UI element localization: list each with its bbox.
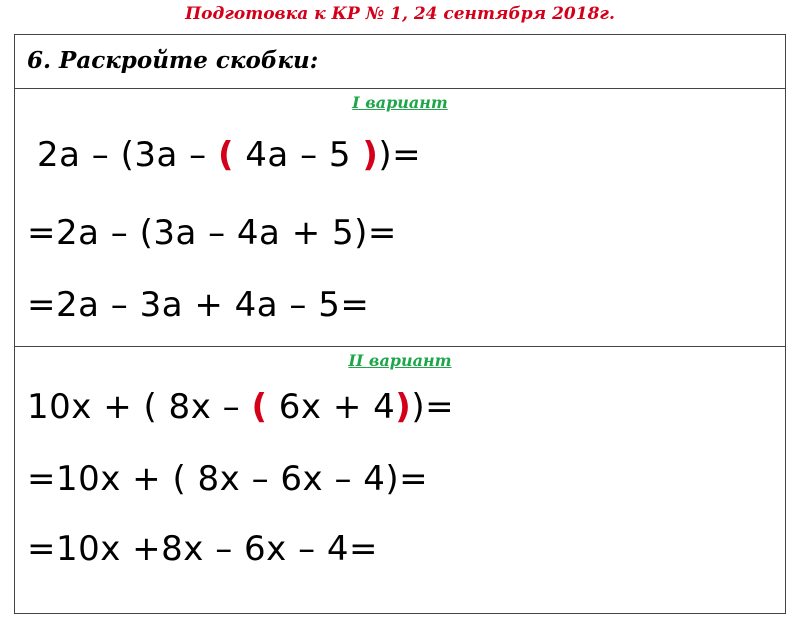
variant-1-equation-line-3: =2a – 3a + 4a – 5= (27, 285, 370, 325)
page-title: Подготовка к КР № 1, 24 сентября 2018г. (185, 4, 615, 24)
variant-1-label: I вариант (352, 93, 448, 112)
variant-2-label: II вариант (348, 351, 452, 370)
highlighted-close-bracket: ) (362, 135, 379, 175)
task-statement: 6. Раскройте скобки: (27, 47, 319, 74)
highlighted-open-bracket: ( (217, 135, 234, 175)
variant-1-equation-line-1 (37, 135, 421, 175)
variant-2-equation-line-1 (27, 387, 454, 427)
variant-2-equation-line-3: =10x +8x – 6x – 4= (27, 529, 379, 569)
task-row (15, 35, 785, 89)
eq-text: 4a – 5 (233, 135, 363, 175)
variant-2-row (15, 347, 785, 617)
eq-text: 2a – (3a – (37, 135, 218, 175)
eq-text: 6x + 4 (267, 387, 396, 427)
variant-2-equation-line-2: =10x + ( 8x – 6x – 4)= (27, 459, 429, 499)
task-table (14, 34, 786, 614)
eq-text: )= (411, 387, 455, 427)
highlighted-close-bracket: ) (395, 387, 412, 427)
highlighted-open-bracket: ( (251, 387, 268, 427)
variant-1-row (15, 89, 785, 347)
eq-text: 10x + ( 8x – (27, 387, 252, 427)
variant-1-equation-line-2: =2a – (3a – 4a + 5)= (27, 213, 397, 253)
eq-text: )= (378, 135, 422, 175)
